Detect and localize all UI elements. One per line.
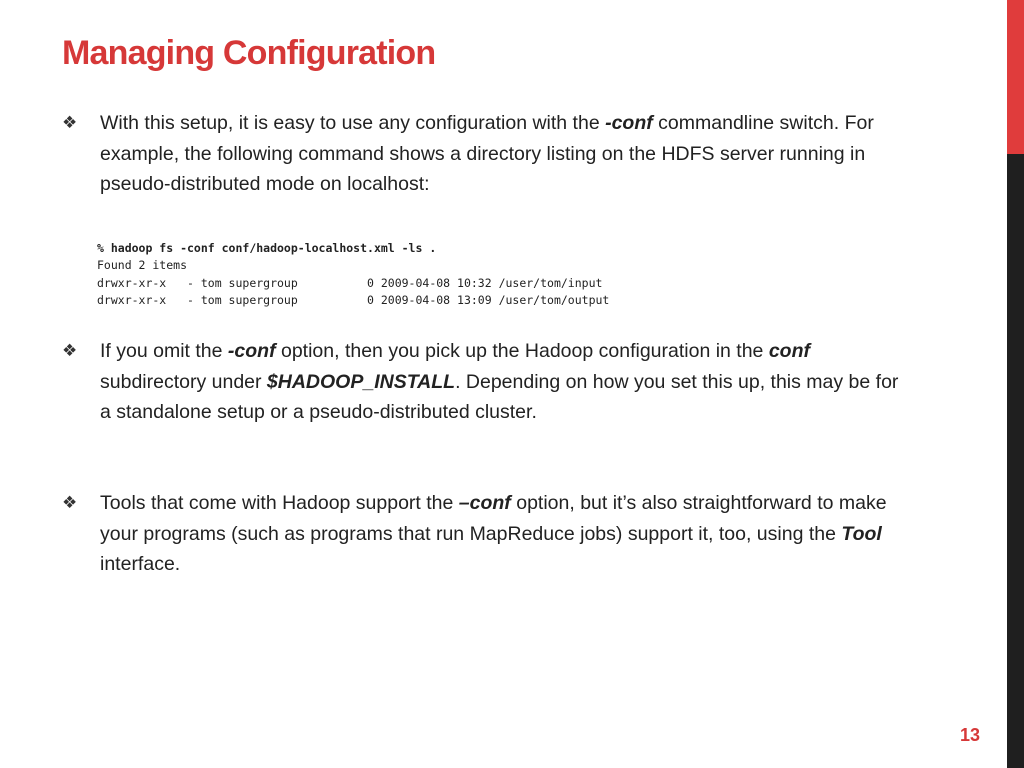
slide-title: Managing Configuration (62, 34, 436, 72)
bullet-2-text-c: subdirectory under (100, 370, 267, 393)
side-accent-bar-dark (1007, 154, 1024, 768)
bullet-text-3 (100, 488, 902, 580)
bullet-2-text-a: If you omit the (100, 340, 228, 362)
bullet-3-text-a: Tools that come with Hadoop support the (100, 492, 459, 514)
bullet-item-1 (62, 108, 902, 200)
bullet-1-text-b: commandline switch. For example, the following command shows a directory listing on the HDFS server running in pseudo-distributed mode on localhost: (100, 112, 874, 195)
diamond-bullet-icon: ❖ (62, 113, 78, 132)
diamond-bullet-icon: ❖ (62, 341, 78, 360)
code-output-line-3: drwxr-xr-x - tom supergroup 0 2009-04-08 13:09 /user/tom/output (97, 292, 610, 307)
terminal-output (97, 240, 609, 309)
code-output-line-2: drwxr-xr-x - tom supergroup 0 2009-04-08 10:32 /user/tom/input (97, 275, 603, 290)
diamond-bullet-icon: ❖ (62, 493, 78, 512)
bullet-1-conf-flag: -conf (605, 112, 653, 134)
bullet-3-conf-flag: –conf (458, 492, 511, 514)
bullet-item-3 (62, 488, 902, 580)
bullet-3-text-b: option, but it’s also straightforward to make your programs (such as programs that run MapReduce jobs) support it, too, using the (100, 492, 887, 545)
bullet-2-text-b: option, then you pick up the Hadoop configuration in the (275, 340, 769, 362)
page-number: 13 (960, 725, 981, 745)
bullet-3-tool-interface: Tool (841, 522, 882, 545)
bullet-2-conf-dir: conf (768, 340, 810, 362)
bullet-text-1 (100, 108, 902, 200)
bullet-1-text-a: With this setup, it is easy to use any configuration with the (100, 112, 606, 134)
side-accent-bar-red (1007, 0, 1024, 154)
bullet-2-text-d: . Depending on how you set this up, this may be for a standalone setup or a pseudo-distributed cluster. (100, 370, 899, 423)
code-output-line-1: Found 2 items (97, 258, 188, 273)
code-command-line: % hadoop fs -conf conf/hadoop-localhost.xml -ls . (97, 241, 437, 255)
bullet-item-2 (62, 336, 902, 428)
bullet-text-2 (100, 336, 902, 428)
bullet-3-text-c: interface. (100, 553, 181, 575)
bullet-2-conf-flag: -conf (227, 340, 276, 362)
bullet-2-hadoop-install-var: $HADOOP_INSTALL (266, 370, 456, 393)
